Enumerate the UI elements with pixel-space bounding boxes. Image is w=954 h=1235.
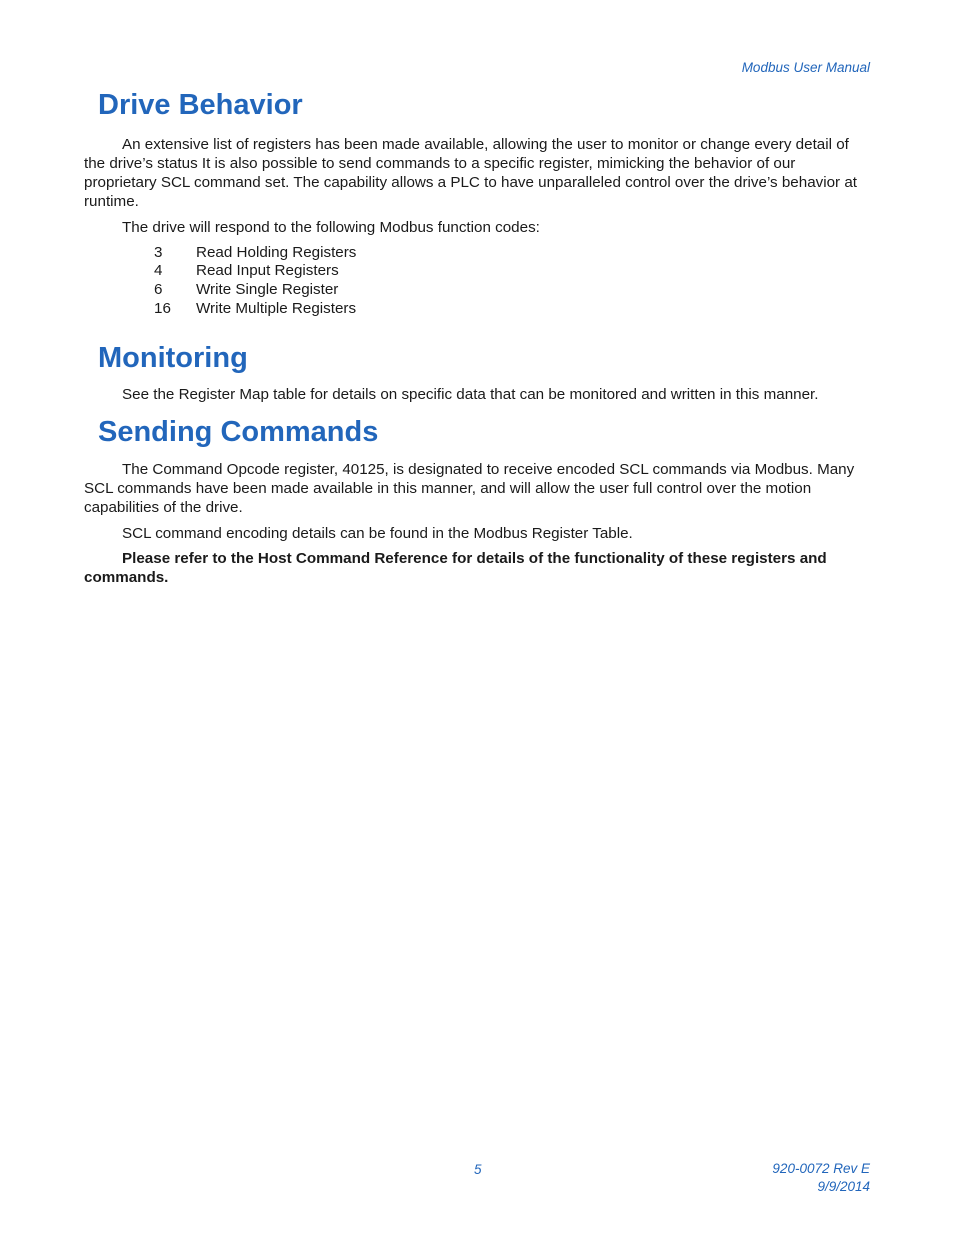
function-code-number: 16 bbox=[154, 299, 171, 317]
list-item bbox=[154, 300, 870, 319]
list-item bbox=[154, 281, 870, 300]
heading-monitoring: Monitoring bbox=[98, 341, 248, 374]
monitoring-paragraph: See the Register Map table for details on specific data that can be monitored and written in this manner. bbox=[122, 386, 819, 404]
heading-drive-behavior: Drive Behavior bbox=[98, 89, 303, 121]
function-code-name: Write Single Register bbox=[196, 281, 339, 299]
function-code-number: 6 bbox=[154, 281, 163, 299]
sending-commands-paragraph-2: SCL command encoding details can be found in the Modbus Register Table. bbox=[122, 525, 633, 543]
drive-behavior-paragraph-1: An extensive list of registers has been made available, allowing the user to monitor or change every detail of the drive’s status It is also possible to send commands to a specific register, mimicking the behavior of our proprietary SCL command set. The capability allows a PLC to have unparalleled control over the drive’s behavior at runtime. bbox=[84, 135, 858, 210]
function-code-name: Read Input Registers bbox=[196, 262, 339, 280]
sending-commands-paragraph-1: The Command Opcode register, 40125, is designated to receive encoded SCL commands via Modbus. Many SCL commands have been made available in this manner, and will allow the user full control over the motion capabilities of the drive. bbox=[84, 461, 855, 517]
heading-sending-commands: Sending Commands bbox=[98, 416, 379, 449]
revision-date: 9/9/2014 bbox=[817, 1179, 870, 1194]
function-code-list bbox=[154, 244, 870, 319]
function-code-number: 4 bbox=[154, 262, 163, 280]
document-revision bbox=[772, 1160, 870, 1196]
running-header-title: Modbus User Manual bbox=[741, 60, 870, 75]
list-item bbox=[154, 262, 870, 281]
doc-number: 920-0072 Rev E bbox=[772, 1161, 870, 1176]
function-code-name: Read Holding Registers bbox=[196, 243, 357, 261]
drive-behavior-paragraph-2: The drive will respond to the following Modbus function codes: bbox=[122, 218, 540, 236]
list-item bbox=[154, 244, 870, 263]
page-content bbox=[84, 88, 870, 587]
function-code-name: Write Multiple Registers bbox=[196, 299, 357, 317]
page-number: 5 bbox=[474, 1162, 482, 1177]
function-code-number: 3 bbox=[154, 243, 163, 261]
host-command-reference-note: Please refer to the Host Command Reference for details of the functionality of these registers and commands. bbox=[84, 550, 827, 587]
